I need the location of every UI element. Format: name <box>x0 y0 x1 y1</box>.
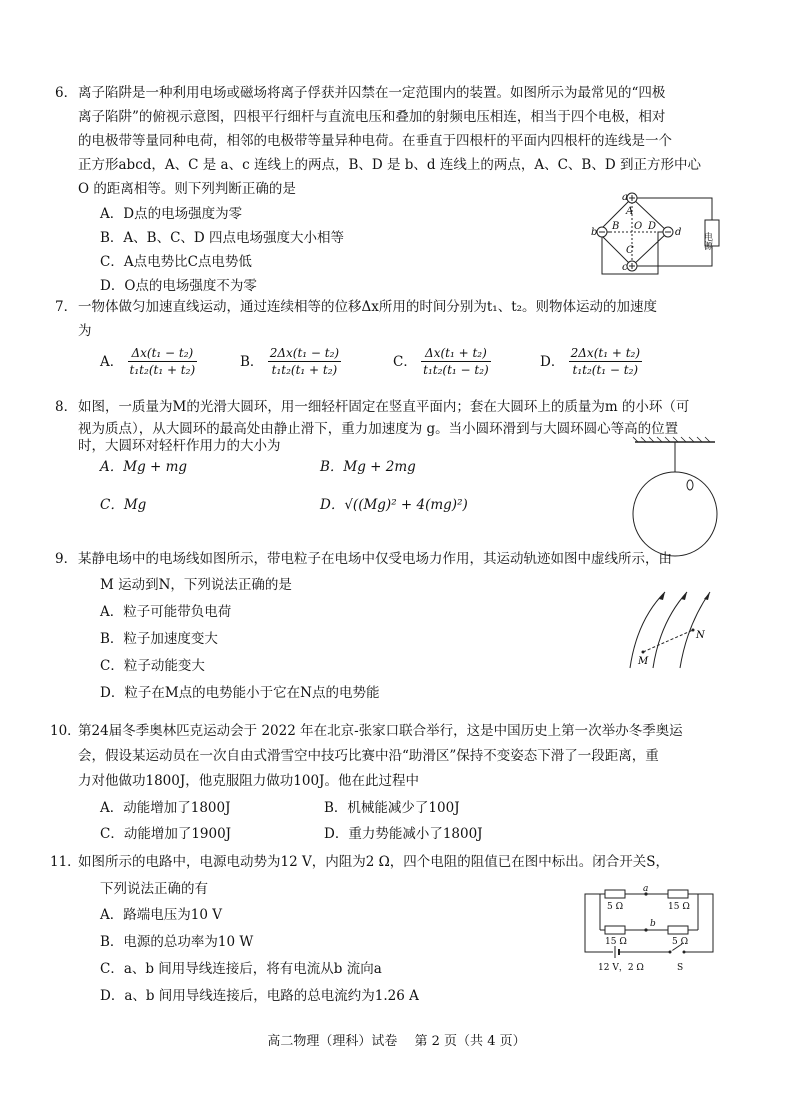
q9-option-a: A．粒子可能带负电荷 <box>100 604 232 620</box>
q7-b-numerator: 2Δx(t₁ − t₂) <box>269 346 340 360</box>
q7-d-numerator: 2Δx(t₁ + t₂) <box>570 346 641 360</box>
q10-line-1: 第24届冬季奥林匹克运动会于 2022 年在北京-张家口联合举行，这是中国历史上第一次举办冬季奥运 <box>78 723 683 739</box>
q8-line-2: 视为质点），从大圆环的最高处由静止滑下，重力加速度为 g。当小圆环滑到与大圆环圆心等高的位置 <box>78 421 679 437</box>
q9-number: 9． <box>55 551 78 567</box>
q6-option-a: A．D点的电场强度为零 <box>100 206 243 222</box>
q6-option-c: C．A点电势比C点电势低 <box>100 254 252 270</box>
q6-option-d: D．O点的电场强度不为零 <box>100 278 257 294</box>
q9-field-lines-figure <box>625 590 715 670</box>
q11-node-a: a <box>643 884 649 894</box>
q7-a-denominator: t₁t₂(t₁ + t₂) <box>129 363 196 377</box>
q10-option-a: A．动能增加了1800J <box>100 800 231 816</box>
q10-option-b: B．机械能减少了100J <box>324 800 460 816</box>
q7-line-2: 为 <box>78 323 92 339</box>
q7-c-denominator: t₁t₂(t₁ − t₂) <box>423 363 489 377</box>
q6-label-d: d <box>675 227 682 238</box>
q6-line-5: O 的距离相等。则下列判断正确的是 <box>78 181 296 197</box>
q11-r3-label: 15 Ω <box>605 937 627 947</box>
q11-number: 11． <box>50 854 81 870</box>
q11-circuit-figure <box>580 886 720 976</box>
q6-ion-trap-figure <box>590 190 725 280</box>
q10-line-3: 力对他做功1800J，他克服阻力做功100J。他在此过程中 <box>78 773 419 789</box>
q6-line-4: 正方形abcd，A、C 是 a、c 连线上的两点，B、D 是 b、d 连线上的两点，A、C、B、D 到正方形中心 <box>78 157 701 173</box>
q7-c-numerator: Δx(t₁ + t₂) <box>421 345 491 362</box>
q11-option-a: A．路端电压为10 V <box>100 907 222 923</box>
q9-label-M: M <box>638 656 649 667</box>
q7-d-denominator: t₁t₂(t₁ − t₂) <box>572 363 639 377</box>
q11-source-label: 12 V，2 Ω <box>598 963 644 973</box>
q8-line-1: 如图，一质量为M的光滑大圆环，用一细轻杆固定在竖直平面内；套在大圆环上的质量为m 的小环（可 <box>78 399 690 415</box>
q6-label-D: D <box>648 221 657 232</box>
q9-option-b: B．粒子加速度变大 <box>100 631 218 647</box>
q6-label-A: A <box>626 206 634 217</box>
q10-option-d: D．重力势能减小了1800J <box>324 826 483 842</box>
q7-option-a: A． $\frac{\text{Δx(t₁ − t₂)}}{\text{t₁t₂(t₁ + t₂)}}$ <box>100 346 196 377</box>
q9-line-2: M 运动到N，下列说法正确的是 <box>100 577 292 593</box>
q9-option-c: C．粒子动能变大 <box>100 658 205 674</box>
q8-number: 8． <box>55 399 78 415</box>
q6-option-b: B．A、B、C、D 四点电场强度大小相等 <box>100 230 345 246</box>
q7-option-b: B． $\frac{\text{2Δx(t₁ − t₂)}}{\text{t₁t₂(t₁ + t₂)}}$ <box>240 346 340 377</box>
q8-option-a: A．Mg + mg <box>100 459 188 475</box>
q7-option-d: D． $\frac{\text{2Δx(t₁ + t₂)}}{\text{t₁t₂(t₁ − t₂)}}$ <box>540 346 641 377</box>
q11-line-1: 如图所示的电路中，电源电动势为12 V，内阻为2 Ω，四个电阻的阻值已在图中标出。闭合开关S， <box>78 854 670 870</box>
q11-option-b: B．电源的总功率为10 W <box>100 934 254 950</box>
q11-switch-label: S <box>677 963 684 973</box>
page-footer: 高二物理（理科）试卷 第 2 页（共 4 页） <box>267 1034 526 1049</box>
q11-r4-label: 5 Ω <box>672 937 689 947</box>
q7-b-denominator: t₁t₂(t₁ + t₂) <box>271 363 338 377</box>
q9-label-N: N <box>696 630 705 641</box>
q7-number: 7． <box>55 299 78 315</box>
q8-line-3: 时，大圆环对轻杆作用力的大小为 <box>78 438 281 454</box>
q6-power-source-label: 电源 <box>702 232 712 250</box>
q6-label-a: a <box>622 192 628 203</box>
q11-line-2: 下列说法正确的有 <box>100 881 208 897</box>
q8-option-d: D．√((Mg)² + 4(mg)²) <box>320 497 468 513</box>
q11-option-c: C．a、b 间用导线连接后，将有电流从b 流向a <box>100 961 382 977</box>
q6-line-2: 离子陷阱”的俯视示意图，四根平行细杆与直流电压和叠加的射频电压相连，相当于四个电极，相对 <box>78 109 666 125</box>
q8-option-c: C．Mg <box>100 497 147 513</box>
q6-label-b: b <box>591 227 598 238</box>
q10-option-c: C．动能增加了1900J <box>100 826 232 842</box>
q6-label-c: c <box>622 262 628 273</box>
q6-line-1: 离子陷阱是一种利用电场或磁场将离子俘获并囚禁在一定范围内的装置。如图所示为最常见的“四极 <box>78 85 666 101</box>
q11-option-d: D．a、b 间用导线连接后，电路的总电流约为1.26 A <box>100 988 419 1004</box>
q6-line-3: 的电极带等量同种电荷，相邻的电极带等量异种电荷。在垂直于四根杆的平面内四根杆的连线是一个 <box>78 133 672 149</box>
q9-option-d: D．粒子在M点的电势能小于它在N点的电势能 <box>100 685 380 701</box>
q11-node-b: b <box>650 919 656 929</box>
q10-line-2: 会，假设某运动员在一次自由式滑雪空中技巧比赛中沿“助滑区”保持不变姿态下滑了一段距离，重 <box>78 748 659 764</box>
q6-number: 6． <box>55 85 78 101</box>
q7-line-1: 一物体做匀加速直线运动，通过连续相等的位移Δx所用的时间分别为t₁、t₂。则物体运动的加速度 <box>78 299 658 315</box>
q11-r2-label: 15 Ω <box>668 902 690 912</box>
q6-label-C: C <box>626 245 634 256</box>
q7-option-c: C． $\frac{\text{Δx(t₁ + t₂)}}{\text{t₁t₂(t₁ − t₂)}}$ <box>393 346 489 377</box>
q10-number: 10． <box>50 723 81 739</box>
q6-label-O: O <box>634 221 643 232</box>
q6-label-B: B <box>612 221 620 232</box>
q7-a-numerator: Δx(t₁ − t₂) <box>128 345 198 362</box>
q11-r1-label: 5 Ω <box>607 902 624 912</box>
q9-line-1: 某静电场中的电场线如图所示，带电粒子在电场中仅受电场力作用，其运动轨迹如图中虚线所示，由 <box>78 551 672 567</box>
q8-option-b: B．Mg + 2mg <box>320 459 416 475</box>
